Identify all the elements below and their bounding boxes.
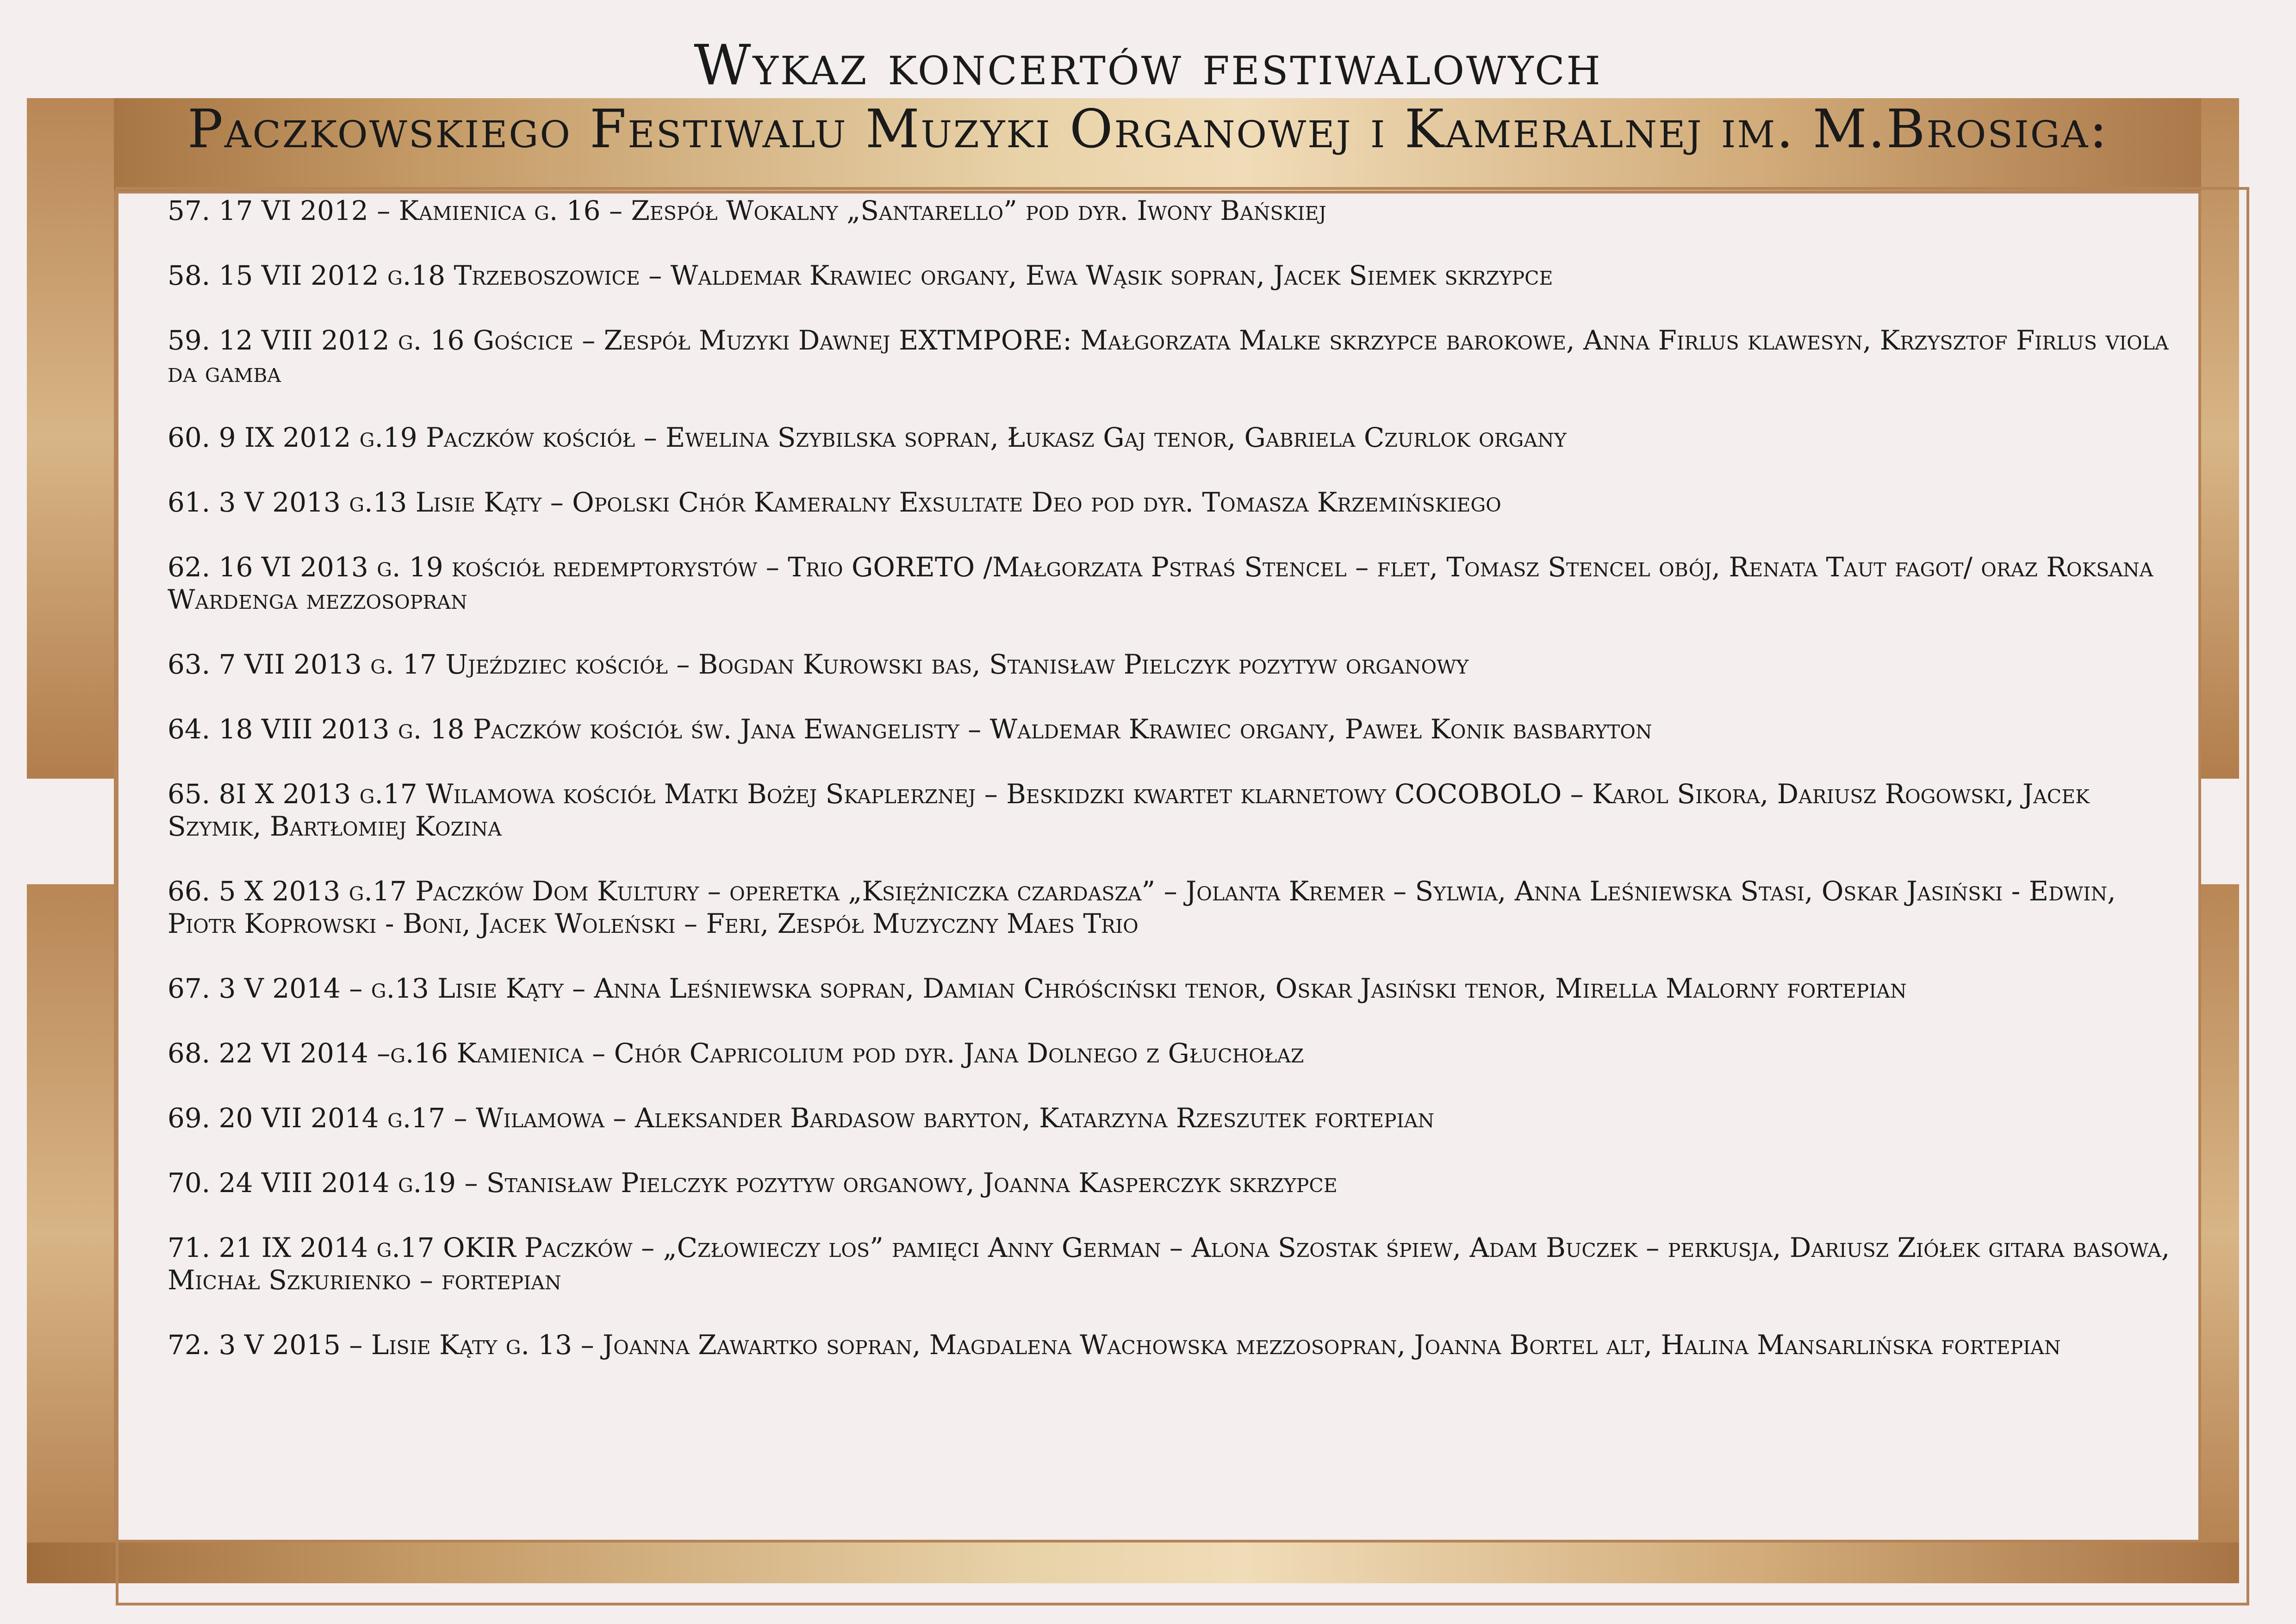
list-item: 68. 22 VI 2014 –g.16 Kamienica – Chór Capricolium pod dyr. Jana Dolnego z Głuchołaz [168,1037,1304,1069]
frame-left-lower-bar [27,884,114,1583]
list-item: 69. 20 VII 2014 g.17 – Wilamowa – Aleksander Bardasow baryton, Katarzyna Rzeszutek fortepian [168,1102,1435,1134]
concert-list [168,194,2190,1393]
list-item: 59. 12 VIII 2012 g. 16 Gościce – Zespół Muzyki Dawnej EXTMPORE: Małgorzata Malke skrzypce barokowe, Anna Firlus klawesyn, Krzysztof Firlus viola da gamba [168,325,2169,388]
list-item: 67. 3 V 2014 – g.13 Lisie Kąty – Anna Leśniewska sopran, Damian Chróściński tenor, Oskar Jasiński tenor, Mirella Malorny fortepian [168,973,1907,1004]
list-item: 71. 21 IX 2014 g.17 OKIR Paczków – „Człowieczy los” pamięci Anny German – Alona Szostak śpiew, Adam Buczek – perkusja, Dariusz Ziółek gitara basowa, Michał Szkurienko – fortepian [168,1232,2170,1296]
page-title: Wykaz koncertów festiwalowych [694,33,1602,98]
list-item: 72. 3 V 2015 – Lisie Kąty g. 13 – Joanna Zawartko sopran, Magdalena Wachowska mezzosopran, Joanna Bortel alt, Halina Mansarlińska fortepian [168,1329,2061,1361]
list-item: 66. 5 X 2013 g.17 Paczków Dom Kultury – operetka „Księżniczka czardasza” – Jolanta Kremer – Sylwia, Anna Leśniewska Stasi, Oskar Jasiński - Edwin, Piotr Koprowski - Boni, Jacek Woleński – Feri, Zespół Muzyczny Maes Trio [168,875,2116,939]
list-item: 64. 18 VIII 2013 g. 18 Paczków kościół św. Jana Ewangelisty – Waldemar Krawiec organy, Paweł Konik basbaryton [168,713,1652,745]
list-item: 62. 16 VI 2013 g. 19 kościół redemptorystów – Trio GORETO /Małgorzata Pstraś Stencel – flet, Tomasz Stencel obój, Renata Taut fagot/ oraz Roksana Wardenga mezzosopran [168,551,2153,615]
list-item: 57. 17 VI 2012 – Kamienica g. 16 – Zespół Wokalny „Santarello” pod dyr. Iwony Bańskiej [168,195,1326,226]
list-item: 65. 8I X 2013 g.17 Wilamowa kościół Matki Bożej Skaplerznej – Beskidzki kwartet klarnetowy COCOBOLO – Karol Sikora, Dariusz Rogowski, Jacek Szymik, Bartłomiej Kozina [168,778,2090,842]
frame-left-upper-bar [27,98,114,779]
list-item: 70. 24 VIII 2014 g.19 – Stanisław Pielczyk pozytyw organowy, Joanna Kasperczyk skrzypce [168,1167,1338,1199]
list-item: 60. 9 IX 2012 g.19 Paczków kościół – Ewelina Szybilska sopran, Łukasz Gaj tenor, Gabriela Czurlok organy [168,422,1567,453]
list-item: 61. 3 V 2013 g.13 Lisie Kąty – Opolski Chór Kameralny Exsultate Deo pod dyr. Tomasza Krzemińskiego [168,487,1501,518]
list-item: 63. 7 VII 2013 g. 17 Ujeździec kościół – Bogdan Kurowski bas, Stanisław Pielczyk pozytyw organowy [168,649,1469,680]
list-item: 58. 15 VII 2012 g.18 Trzeboszowice – Waldemar Krawiec organy, Ewa Wąsik sopran, Jacek Siemek skrzypce [168,260,1553,291]
page-subtitle: Paczkowskiego Festiwalu Muzyki Organowej i Kameralnej im. M.Brosiga: [187,98,2109,160]
